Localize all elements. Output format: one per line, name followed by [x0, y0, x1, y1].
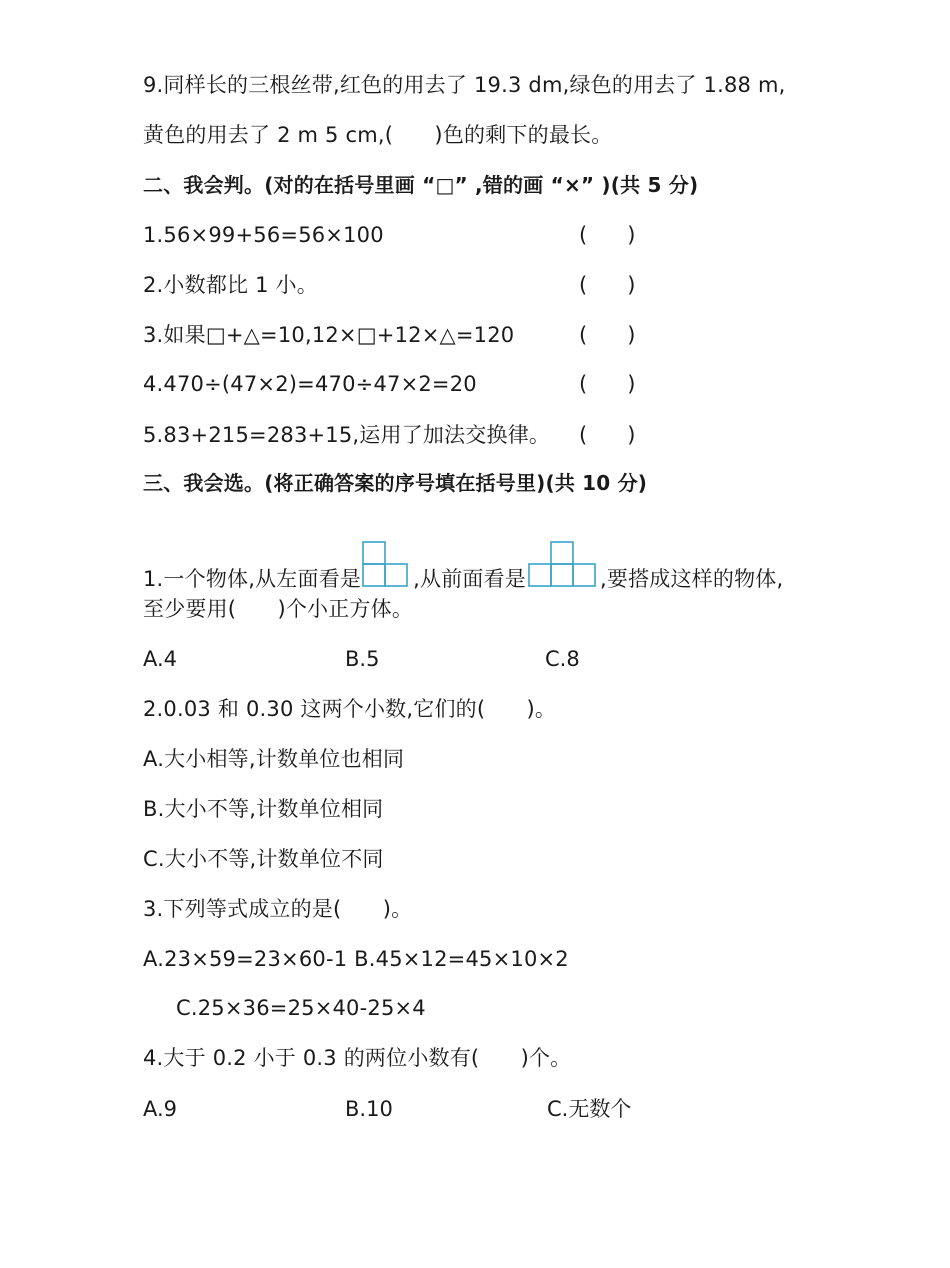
judge-item-2: 2.小数都比 1 小。: [143, 273, 318, 297]
q4-option-a: A.9: [143, 1097, 178, 1121]
q1-option-a: A.4: [143, 647, 178, 671]
choice-q3-stem: [143, 894, 412, 924]
section3-title: 三、我会选。(将正确答案的序号填在括号里)(共 10 分): [143, 471, 648, 495]
choice-q1-line2-b: )个小正方体。: [277, 597, 414, 621]
section2-title: 二、我会判。(对的在括号里画 “□” ,错的画 “×” )(共 5 分): [143, 173, 699, 197]
q2-option-a: A.大小相等,计数单位也相同: [143, 747, 405, 771]
q3-option-c: C.25×36=25×40-25×4: [176, 996, 426, 1020]
judge-item-1: 1.56×99+56=56×100: [143, 223, 384, 247]
answer-blank[interactable]: [393, 123, 434, 147]
q1-option-c: C.8: [545, 647, 580, 671]
q4-option-b: B.10: [345, 1097, 393, 1121]
choice-q4-stem-a: 4.大于 0.2 小于 0.3 的两位小数有(: [143, 1046, 480, 1070]
left-view-figure: [362, 540, 412, 590]
judge-blank-5[interactable]: ( ): [579, 423, 636, 447]
answer-blank[interactable]: [236, 597, 277, 621]
choice-q3-stem-b: )。: [382, 897, 413, 921]
choice-q2-stem-a: 2.0.03 和 0.30 这两个小数,它们的(: [143, 697, 486, 721]
q9-line2-b: )色的剩下的最长。: [434, 123, 613, 147]
choice-q1-line2-a: 至少要用(: [143, 597, 237, 621]
judge-blank-4[interactable]: ( ): [579, 372, 636, 396]
q9-line2: [143, 120, 612, 150]
q9-line2-a: 黄色的用去了 2 m 5 cm,(: [143, 123, 394, 147]
q9-line1: 9.同样长的三根丝带,红色的用去了 19.3 dm,绿色的用去了 1.88 m,: [143, 73, 786, 97]
q4-option-c: C.无数个: [547, 1097, 632, 1121]
judge-blank-1[interactable]: ( ): [579, 223, 636, 247]
q1-option-b: B.5: [345, 647, 380, 671]
q2-option-b: B.大小不等,计数单位相同: [143, 797, 384, 821]
q3-option-ab: A.23×59=23×60-1 B.45×12=45×10×2: [143, 947, 569, 971]
answer-blank[interactable]: [341, 897, 382, 921]
choice-q2-stem: [143, 694, 556, 724]
judge-blank-2[interactable]: ( ): [579, 273, 636, 297]
choice-q3-stem-a: 3.下列等式成立的是(: [143, 897, 342, 921]
judge-item-3: 3.如果□+△=10,12×□+12×△=120: [143, 323, 515, 347]
choice-q1-line2: [143, 594, 413, 624]
judge-blank-3[interactable]: ( ): [579, 323, 636, 347]
front-view-figure: [527, 540, 599, 590]
judge-item-4: 4.470÷(47×2)=470÷47×2=20: [143, 372, 477, 396]
choice-q4-stem-b: )个。: [520, 1046, 572, 1070]
answer-blank[interactable]: [479, 1046, 520, 1070]
choice-q1-line1: [143, 540, 783, 594]
judge-item-5: 5.83+215=283+15,运用了加法交换律。: [143, 423, 551, 447]
choice-q4-stem: [143, 1043, 571, 1073]
choice-q1-part-a: 1.一个物体,从左面看是: [143, 567, 362, 591]
q2-option-c: C.大小不等,计数单位不同: [143, 847, 384, 871]
choice-q2-stem-b: )。: [526, 697, 557, 721]
choice-q1-part-c: ,要搭成这样的物体,: [600, 567, 784, 591]
choice-q1-part-b: ,从前面看是: [413, 567, 526, 591]
answer-blank[interactable]: [485, 697, 526, 721]
